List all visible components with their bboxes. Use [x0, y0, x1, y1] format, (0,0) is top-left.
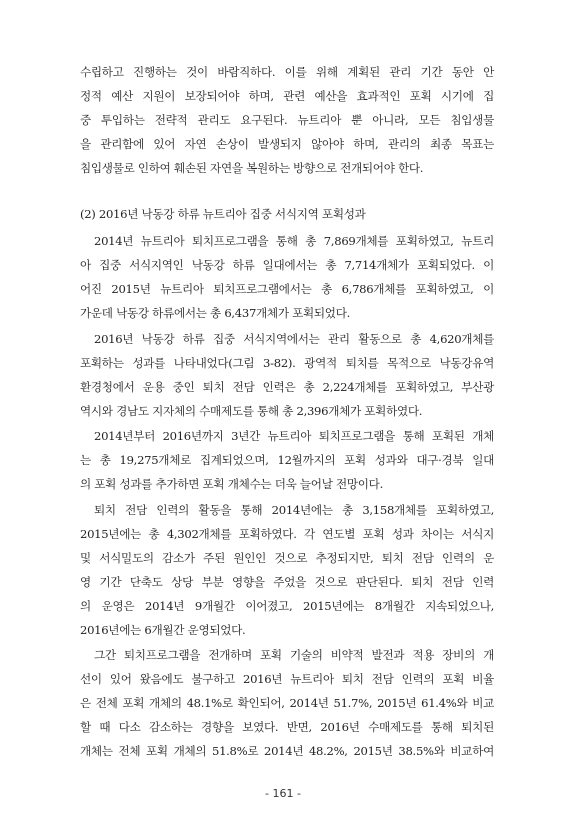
- body-text-line: 역시와 경남도 지자체의 수매제도를 통해 총 2,396개체가 포획하였다.: [80, 404, 423, 418]
- section-heading: (2) 2016년 낙동강 하류 뉴트리아 집중 서식지역 포획성과: [80, 207, 366, 221]
- body-text-line: 침입생물로 인하여 훼손된 자연을 복원하는 방향으로 전개되어야 한다.: [80, 161, 424, 175]
- body-text-line: 2016년에는 6개월간 운영되었다.: [80, 623, 246, 637]
- body-text-line: 의 운영은 2014년 9개월간 이어졌고, 2015년에는 8개월간 지속되었으나,: [80, 599, 494, 613]
- body-text-line: 의 포획 성과를 추가하면 포획 개체수는 더욱 늘어날 전망이다.: [80, 477, 383, 491]
- body-text-line: 2016년 낙동강 하류 집중 서식지역에서는 관리 활동으로 총 4,620개체를: [94, 332, 494, 346]
- body-text-line: 아 집중 서식지역인 낙동강 하류 일대에서는 총 7,714개체가 포획되었다. 이: [80, 258, 494, 272]
- body-text-line: 어진 2015년 뉴트리아 퇴치프로그램에서는 총 6,786개체를 포획하였고, 이: [80, 282, 494, 296]
- body-text-line: 2014년 뉴트리아 퇴치프로그램을 통해 총 7,869개체를 포획하였고, 뉴트리: [94, 234, 494, 248]
- body-text-line: 그간 퇴치프로그램을 전개하며 포획 기술의 비약적 발전과 적용 장비의 개: [94, 648, 494, 662]
- body-text-line: 정적 예산 지원이 보장되어야 하며, 관련 예산을 효과적인 포획 시기에 집: [80, 89, 494, 103]
- body-text-line: 은 전체 포획 개체의 48.1%로 확인되어, 2014년 51.7%, 2015년 61.4%와 비교: [80, 696, 494, 710]
- body-text-line: 퇴치 전담 인력의 활동을 통해 2014년에는 총 3,158개체를 포획하였고,: [94, 503, 494, 517]
- page-number: - 161 -: [265, 787, 301, 800]
- body-text-line: 2015년에는 총 4,302개체를 포획하였다. 각 연도별 포획 성과 차이는 서식지: [80, 527, 494, 541]
- body-text-line: 을 관리함에 있어 자연 손상이 발생되지 않아야 하며, 관리의 최종 목표는: [80, 137, 494, 151]
- body-text-line: 영 기간 단축도 상당 부분 영향을 주었을 것으로 판단된다. 퇴치 전담 인력: [80, 575, 494, 589]
- body-text-line: 는 총 19,275개체로 집계되었으며, 12월까지의 포획 성과와 대구·경북 일대: [80, 453, 494, 467]
- body-text-line: 포획하는 성과를 나타내었다(그림 3-82). 광역적 퇴치를 목적으로 낙동강유역: [80, 356, 494, 370]
- body-text-line: 2014년부터 2016년까지 3년간 뉴트리아 퇴치프로그램을 통해 포획된 개체: [94, 429, 494, 443]
- body-text-line: 중 투입하는 전략적 관리도 요구된다. 뉴트리아 뿐 아니라, 모든 침입생물: [80, 113, 494, 127]
- body-text-line: 수립하고 진행하는 것이 바람직하다. 이를 위해 계획된 관리 기간 동안 안: [80, 65, 494, 79]
- body-text-line: 및 서식밀도의 감소가 주된 원인인 것으로 추정되지만, 퇴치 전담 인력의 운: [80, 551, 494, 565]
- body-text-line: 선이 있어 왔음에도 불구하고 2016년 뉴트리아 퇴치 전담 인력의 포획 비율: [80, 672, 494, 686]
- body-text-line: 할 때 다소 감소하는 경향을 보였다. 반면, 2016년 수매제도를 통해 퇴치된: [80, 720, 494, 734]
- body-text-line: 개체는 전체 포획 개체의 51.8%로 2014년 48.2%, 2015년 38.5%와 비교하여: [80, 744, 494, 758]
- body-text-line: 환경청에서 운용 중인 퇴치 전담 인력은 총 2,224개체를 포획하였고, 부산광: [80, 380, 494, 394]
- body-text-line: 가운데 낙동강 하류에서는 총 6,437개체가 포획되었다.: [80, 306, 350, 320]
